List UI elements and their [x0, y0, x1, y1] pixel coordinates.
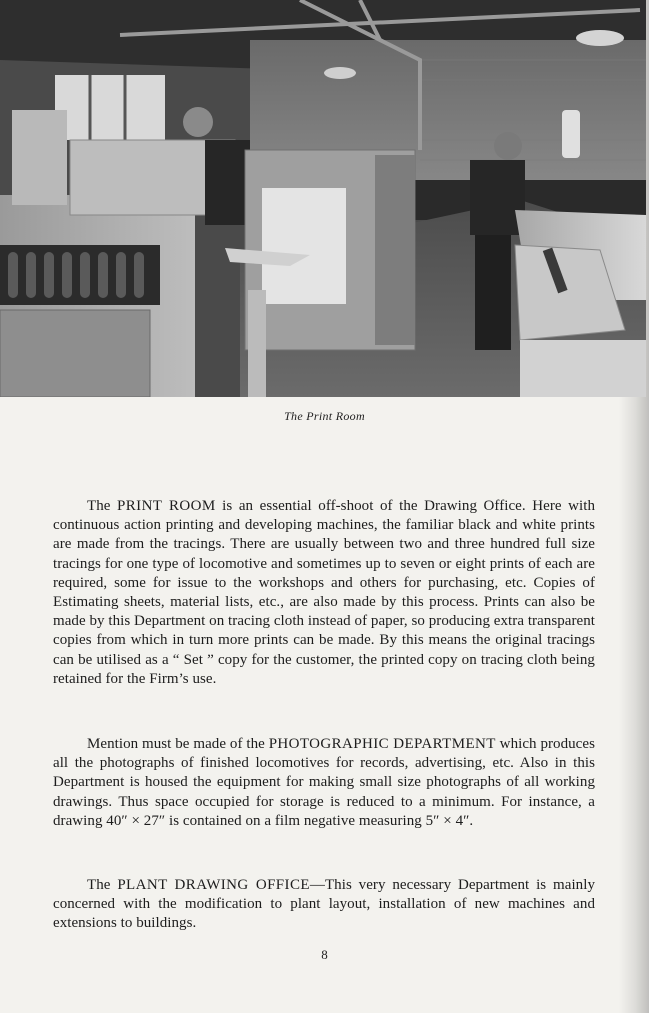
print-room-photograph — [0, 0, 646, 397]
paragraph-plant-drawing-office — [53, 876, 595, 934]
paragraph-lead: Mention must be made of the — [87, 736, 269, 752]
paragraph-body: is an essential off-shoot of the Drawing Office. Here with continuous action printing and developing machines, the familiar black and white prints are made from the tracings. There are usually between two and three hundred full size tracings for one type of locomotive and sometimes up to seven or eight prints of each are required, some for issue to the workshops and others for purchasing, etc. Copies of Estimating sheets, material lists, etc., are also made by this process. Prints can also be made by this Department on tracing cloth instead of paper, so producing extra transparent copies from which in turn more prints can be made. By this means the original tracings can be utilised as a “ Set ” copy for the customer, the printed copy on tracing cloth being retained for the Firm’s use. — [53, 498, 596, 687]
paragraph-heading: PHOTOGRAPHIC DEPARTMENT — [268, 736, 496, 752]
paragraph-lead: The — [87, 498, 118, 514]
page-number: 8 — [321, 947, 328, 962]
paragraph-photographic-department — [53, 735, 595, 831]
paragraph-print-room — [53, 497, 595, 689]
paragraph-body: which produces all the photographs of finished locomotives for records, advertising, etc. Also in this Department is housed the equipment for making small size photographs of all working drawings. Thus space occupied for storage is reduced to a minimum. For instance, a drawing 40″ × 27″ is contained on a film negative measuring 5″ × 4″. — [53, 736, 595, 829]
paragraph-heading: PLANT DRAWING OFFICE — [117, 877, 310, 893]
paragraph-body: —This very necessary Department is mainly concerned with the modification to plant layout, installation of new machines and extensions to buildings. — [53, 877, 595, 932]
paragraph-heading: PRINT ROOM — [117, 498, 216, 514]
photo-caption: The Print Room — [284, 409, 365, 423]
paragraph-lead: The — [87, 877, 118, 893]
